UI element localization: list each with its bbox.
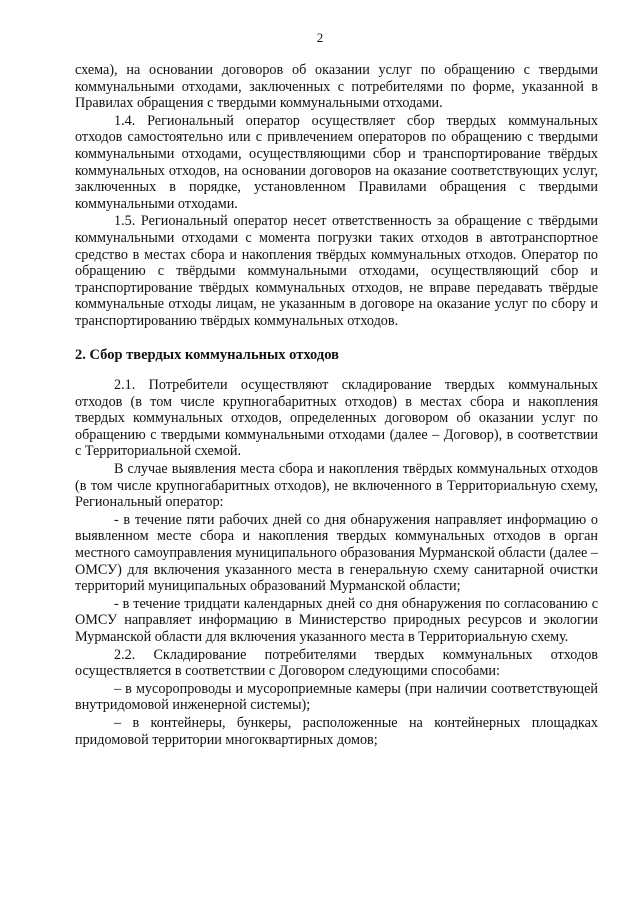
list-item-five-days: - в течение пяти рабочих дней со дня обнаружения направляет информацию о выявленном месте сбора и накопления твердых коммунальных отходов в орган местного самоуправления муниципального образования Мурманской области (далее – ОМСУ) для включения указанного места в генеральную схему санитарной очистки территорий муниципальных образований Мурманской области; bbox=[75, 511, 598, 595]
paragraph-2-1: 2.1. Потребители осуществляют складирование твердых коммунальных отходов (в том числе крупногабаритных отходов) в местах сбора и накопления твердых коммунальных отходов, определенных договором об оказании услуг по обращению с твердыми коммунальными отходами (далее – Договор), в соответствии с Территориальной схемой. bbox=[75, 377, 598, 460]
section-heading: 2. Сбор твердых коммунальных отходов bbox=[75, 346, 339, 363]
paragraph-1-5: 1.5. Региональный оператор несет ответственность за обращение с твёрдыми коммунальными отходами с момента погрузки таких отходов в автотранспортное средство в местах сбора и накопления твёрдых коммунальных отходов. Оператор по обращению с твёрдыми коммунальными отходами, осуществляющий сбор и транспортирование твёрдых коммунальных отходов, не вправе передавать твёрдые коммунальные отходы лицам, не указанным в договоре на оказание услуг по сбору и транспортированию твёрдых коммунальных отходов. bbox=[75, 213, 598, 329]
list-item-containers: – в контейнеры, бункеры, расположенные на контейнерных площадках придомовой территории многоквартирных домов; bbox=[75, 714, 598, 748]
paragraph-continuation: схема), на основании договоров об оказании услуг по обращению с твердыми коммунальными отходами, заключенных с потребителями по форме, указанной в Правилах обращения с твердыми коммунальными отходами. bbox=[75, 62, 598, 112]
paragraph-2-2: 2.2. Складирование потребителями твердых коммунальных отходов осуществляется в соответствии с Договором следующими способами: bbox=[75, 646, 598, 680]
document-body bbox=[75, 62, 598, 748]
paragraph-unlisted-site: В случае выявления места сбора и накопления твёрдых коммунальных отходов (в том числе крупногабаритных отходов), не включенного в Территориальную схему, Региональный оператор: bbox=[75, 461, 598, 511]
paragraph-1-4: 1.4. Региональный оператор осуществляет сбор твердых коммунальных отходов самостоятельно или с привлечением операторов по обращению с твердыми коммунальными отходами, осуществляющими сбор и транспортирование твёрдых коммунальных отходов, на основании договоров на оказание соответствующих услуг, заключенных в порядке, установленном Правилами обращения с твердыми коммунальными отходами. bbox=[75, 112, 598, 212]
list-item-garbage-chutes: – в мусоропроводы и мусороприемные камеры (при наличии соответствующей внутридомовой инженерной системы); bbox=[75, 680, 598, 714]
list-item-thirty-days: - в течение тридцати календарных дней со дня обнаружения по согласованию с ОМСУ направляет информацию в Министерство природных ресурсов и экологии Мурманской области для включения указанного места в Территориальную схему. bbox=[75, 595, 598, 645]
page-number: 2 bbox=[316, 30, 324, 45]
